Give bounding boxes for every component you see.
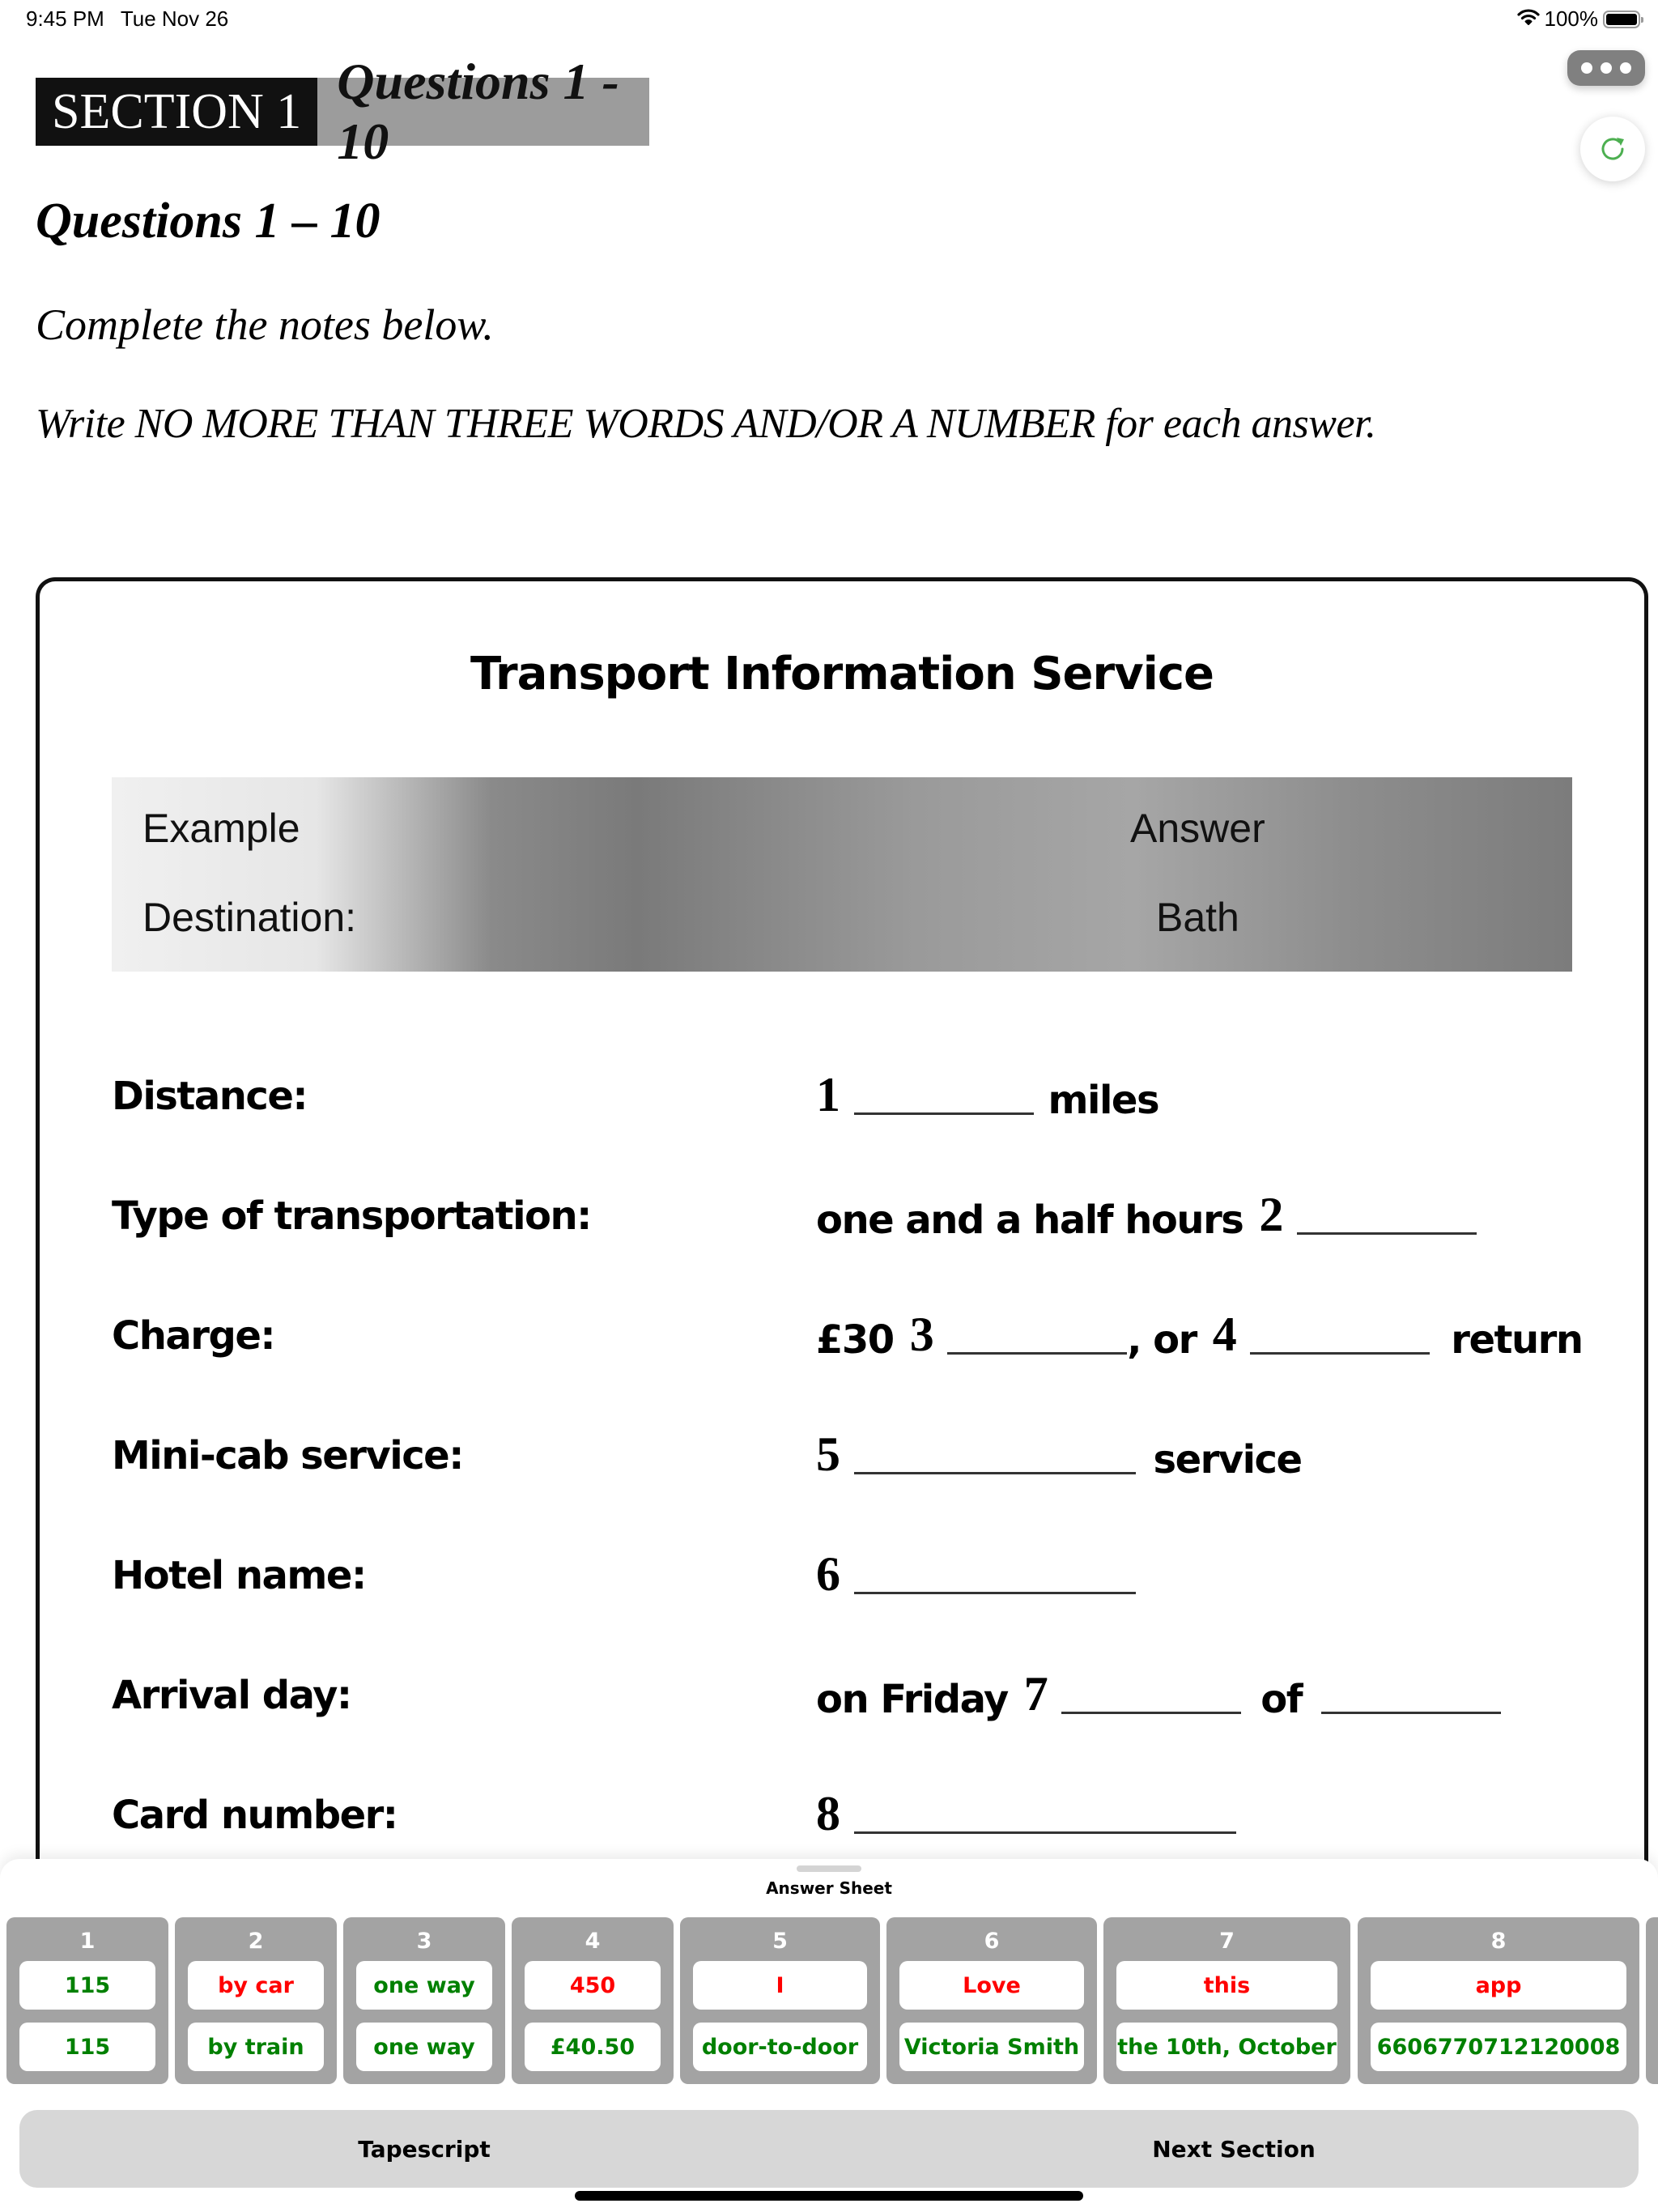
row-label-charge: Charge:	[112, 1313, 275, 1359]
answer-card[interactable]	[512, 1917, 674, 2084]
row-text-after: return	[1451, 1317, 1583, 1363]
status-time: 9:45 PM	[26, 6, 104, 31]
user-answer: app	[1371, 1961, 1626, 2010]
answer-card[interactable]	[175, 1917, 337, 2084]
question-number: 3	[909, 1308, 933, 1361]
row-text-before: £30	[816, 1317, 894, 1363]
example-value: Bath	[1156, 895, 1239, 940]
more-options-button[interactable]	[1567, 50, 1645, 86]
section-banner	[36, 53, 649, 170]
user-answer: by car	[188, 1961, 324, 2010]
question-number: 8	[816, 1787, 840, 1840]
answer-blank-7a	[1061, 1712, 1241, 1714]
tapescript-button[interactable]: Tapescript	[358, 2135, 491, 2163]
row-text-middle: of	[1261, 1677, 1303, 1722]
question-number: 6	[816, 1547, 840, 1601]
status-date: Tue Nov 26	[120, 6, 229, 31]
user-answer: Love	[899, 1961, 1084, 2010]
answer-card[interactable]	[6, 1917, 168, 2084]
refresh-button[interactable]	[1580, 117, 1645, 181]
answer-blank-2	[1297, 1232, 1477, 1235]
question-number: 5	[816, 1427, 840, 1481]
row-distance	[816, 1067, 1158, 1123]
row-arrival	[816, 1666, 1501, 1722]
answer-card-partial[interactable]	[1646, 1917, 1658, 2084]
home-indicator	[575, 2191, 1083, 2201]
answer-blank-7b	[1321, 1712, 1501, 1714]
row-label-minicab: Mini-cab service:	[112, 1433, 463, 1478]
bottom-action-bar	[19, 2110, 1639, 2188]
answer-card[interactable]	[886, 1917, 1097, 2084]
answer-blank-6	[854, 1592, 1136, 1594]
row-charge	[816, 1307, 1582, 1363]
question-number: 4	[1212, 1308, 1236, 1361]
answer-card[interactable]	[680, 1917, 880, 2084]
row-text-before: one and a half hours	[816, 1197, 1244, 1243]
wifi-icon	[1517, 6, 1540, 32]
ellipsis-dot	[1601, 62, 1612, 74]
example-answer-label: Answer	[1130, 806, 1265, 851]
answer-card-number: 8	[1490, 1929, 1507, 1954]
example-label: Example	[142, 806, 300, 851]
row-minicab	[816, 1427, 1302, 1482]
answer-card[interactable]	[1358, 1917, 1639, 2084]
correct-answer: the 10th, October	[1116, 2023, 1337, 2071]
correct-answer: by train	[188, 2023, 324, 2071]
row-hotel	[816, 1546, 1136, 1602]
row-label-card-number: Card number:	[112, 1793, 397, 1838]
example-box	[112, 777, 1572, 972]
instruction-complete-notes: Complete the notes below.	[36, 300, 494, 349]
correct-answer: one way	[356, 2023, 492, 2071]
example-field: Destination:	[142, 895, 357, 940]
ellipsis-icon	[1581, 62, 1592, 74]
answer-card-number: 3	[416, 1929, 432, 1954]
correct-answer: door-to-door	[693, 2023, 867, 2071]
answer-blank-3	[947, 1352, 1127, 1355]
correct-answer: £40.50	[525, 2023, 661, 2071]
answer-card-number: 7	[1219, 1929, 1235, 1954]
answer-card[interactable]	[1103, 1917, 1350, 2084]
row-label-transport-type: Type of transportation:	[112, 1193, 591, 1239]
row-card-number	[816, 1786, 1236, 1842]
answer-cards[interactable]	[0, 1917, 1658, 2084]
row-label-hotel: Hotel name:	[112, 1553, 366, 1598]
answer-blank-4	[1250, 1352, 1430, 1355]
user-answer: 450	[525, 1961, 661, 2010]
correct-answer: 6606770712120008	[1371, 2023, 1626, 2071]
status-bar-time	[26, 6, 228, 32]
answer-card-number: 2	[248, 1929, 264, 1954]
section-label: SECTION 1	[36, 78, 317, 146]
row-label-arrival: Arrival day:	[112, 1673, 351, 1718]
answer-blank-1	[854, 1112, 1034, 1115]
correct-answer: 115	[19, 2023, 155, 2071]
battery-percent: 100%	[1544, 6, 1598, 31]
question-number: 2	[1259, 1188, 1282, 1241]
user-answer: 115	[19, 1961, 155, 2010]
answer-card[interactable]	[343, 1917, 505, 2084]
correct-answer: Victoria Smith	[899, 2023, 1084, 2071]
battery-icon	[1603, 11, 1640, 28]
row-text-middle: , or	[1127, 1317, 1197, 1363]
answer-card-number: 6	[984, 1929, 1000, 1954]
user-answer: this	[1116, 1961, 1337, 2010]
questions-heading: Questions 1 – 10	[36, 194, 380, 249]
answer-blank-8	[854, 1831, 1236, 1834]
section-questions: Questions 1 - 10	[317, 78, 649, 146]
row-text-before: on Friday	[816, 1677, 1008, 1722]
form-title: Transport Information Service	[470, 648, 1214, 700]
sheet-drag-handle[interactable]	[797, 1865, 861, 1872]
answer-card-number: 4	[585, 1929, 601, 1954]
refresh-icon	[1596, 133, 1629, 165]
answer-sheet-title: Answer Sheet	[766, 1878, 892, 1898]
next-section-button[interactable]: Next Section	[1152, 2135, 1316, 2163]
row-label-distance: Distance:	[112, 1074, 308, 1119]
answer-card-number: 5	[772, 1929, 788, 1954]
status-bar-right	[1517, 6, 1641, 32]
user-answer: one way	[356, 1961, 492, 2010]
row-transport-type	[816, 1187, 1477, 1243]
user-answer: I	[693, 1961, 867, 2010]
ellipsis-dot	[1620, 62, 1631, 74]
row-text-after: miles	[1048, 1078, 1159, 1123]
answer-blank-5	[854, 1472, 1136, 1474]
question-number: 1	[816, 1068, 840, 1121]
answer-card-number: 1	[79, 1929, 96, 1954]
row-text-after: service	[1153, 1437, 1302, 1482]
question-number: 7	[1023, 1667, 1048, 1721]
instruction-word-limit: Write NO MORE THAN THREE WORDS AND/OR A NUMBER for each answer.	[36, 401, 1376, 447]
